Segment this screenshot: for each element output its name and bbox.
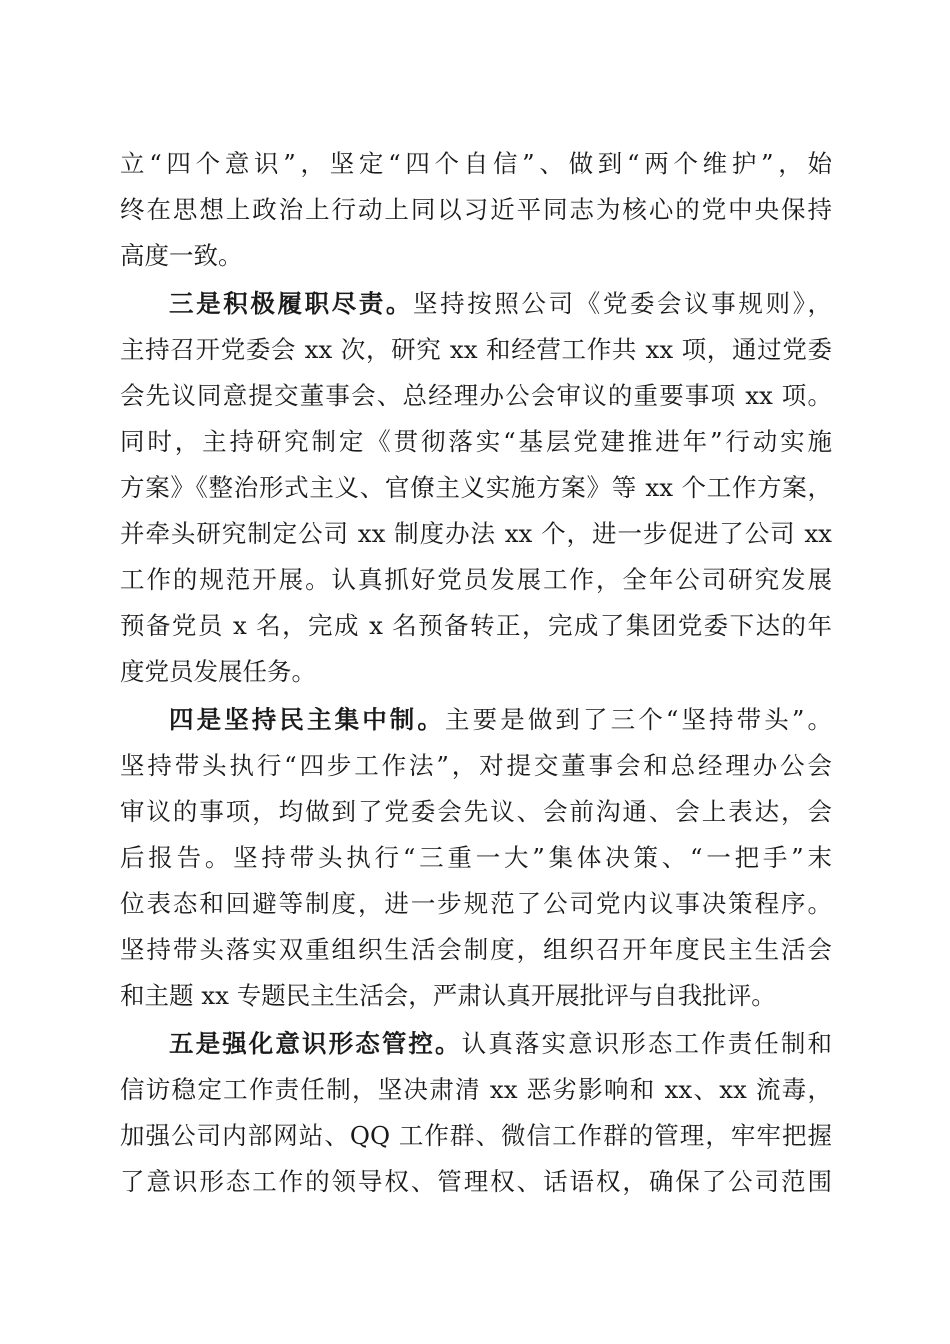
paragraph-text: 认真落实意识形态工作责任制和 xyxy=(461,1029,832,1058)
text-line: 会先议同意提交董事会、总经理办公会审议的重要事项 xx 项。 xyxy=(120,381,832,410)
text-line xyxy=(120,1021,832,1067)
text-line: 和主题 xx 专题民主生活会，严肃认真开展批评与自我批评。 xyxy=(120,981,776,1010)
text-line: 终在思想上政治上行动上同以习近平同志为核心的党中央保持 xyxy=(120,195,832,224)
paragraph-democratic-centralism xyxy=(120,697,832,1019)
paragraph-text: 主要是做到了三个“坚持带头”。 xyxy=(445,705,832,734)
text-line xyxy=(120,697,832,743)
text-line: 坚持带头落实双重组织生活会制度，组织召开年度民主生活会 xyxy=(120,935,832,964)
text-line: 方案》《整治形式主义、官僚主义实施方案》等 xx 个工作方案， xyxy=(120,473,832,502)
document-body xyxy=(120,141,832,1205)
text-line: 审议的事项，均做到了党委会先议、会前沟通、会上表达，会 xyxy=(120,797,832,826)
text-line xyxy=(120,281,832,327)
text-line: 工作的规范开展。认真抓好党员发展工作，全年公司研究发展 xyxy=(120,565,832,594)
text-line: 坚持带头执行“四步工作法”，对提交董事会和总经理办公会 xyxy=(120,751,832,780)
text-line: 信访稳定工作责任制，坚决肃清 xx 恶劣影响和 xx、xx 流毒， xyxy=(120,1075,832,1104)
text-line: 位表态和回避等制度，进一步规范了公司党内议事决策程序。 xyxy=(120,889,832,918)
paragraph-ideology xyxy=(120,1021,832,1205)
paragraph-text: 坚持按照公司《党委会议事规则》， xyxy=(413,289,832,318)
text-line: 后报告。坚持带头执行“三重一大”集体决策、“一把手”末 xyxy=(120,843,832,872)
paragraph-heading: 四是坚持民主集中制。 xyxy=(169,705,446,734)
text-line: 高度一致。 xyxy=(120,241,243,270)
paragraph-continuation xyxy=(120,141,832,279)
paragraph-heading: 三是积极履职尽责。 xyxy=(169,289,414,318)
paragraph-duty xyxy=(120,281,832,695)
text-line: 主持召开党委会 xx 次，研究 xx 和经营工作共 xx 项，通过党委 xyxy=(120,335,832,364)
text-line: 并牵头研究制定公司 xx 制度办法 xx 个，进一步促进了公司 xx xyxy=(120,519,832,548)
text-line: 预备党员 x 名，完成 x 名预备转正，完成了集团党委下达的年 xyxy=(120,611,832,640)
text-line: 度党员发展任务。 xyxy=(120,657,316,686)
text-line: 同时，主持研究制定《贯彻落实“基层党建推进年”行动实施 xyxy=(120,427,832,456)
paragraph-heading: 五是强化意识形态管控。 xyxy=(169,1029,462,1058)
text-line: 立“四个意识”，坚定“四个自信”、做到“两个维护”，始 xyxy=(120,149,832,178)
text-line: 加强公司内部网站、QQ 工作群、微信工作群的管理，牢牢把握 xyxy=(120,1121,832,1150)
text-line: 了意识形态工作的领导权、管理权、话语权，确保了公司范围 xyxy=(120,1167,832,1196)
